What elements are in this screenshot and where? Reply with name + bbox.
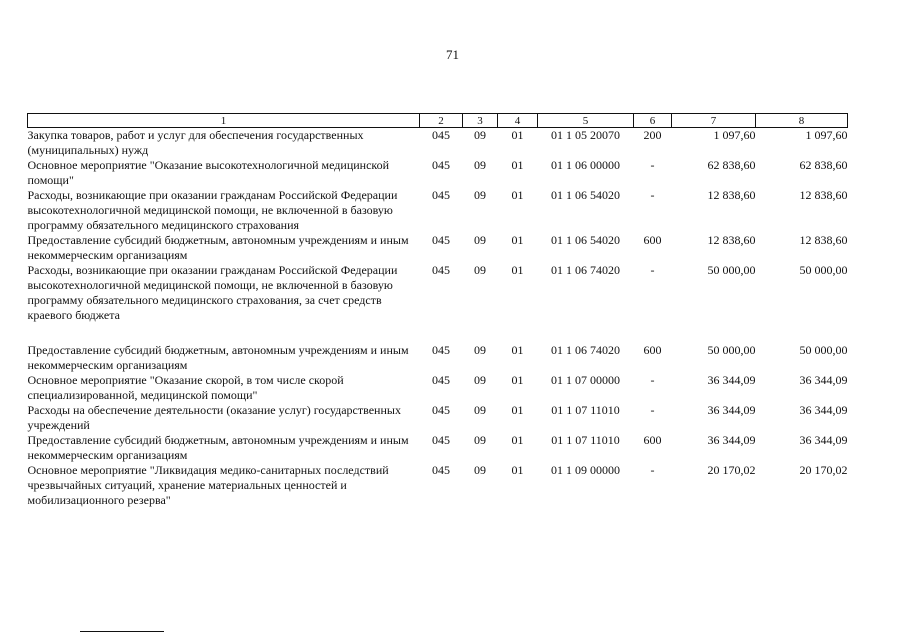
row-col-5: 01 1 07 11010 xyxy=(551,403,620,417)
row-description: Основное мероприятие "Оказание скорой, в том числе скорой специализированной, медицинской помощи" xyxy=(27,373,344,402)
row-col-6: - xyxy=(650,158,655,172)
row-col-8: 50 000,00 xyxy=(799,343,848,357)
row-col-7: 36 344,09 xyxy=(707,403,756,417)
table-row xyxy=(28,263,848,343)
row-col-3: 09 xyxy=(474,188,486,202)
row-description: Предоставление субсидий бюджетным, автономным учреждениям и иным некоммерческим организациям xyxy=(27,233,409,262)
table-row xyxy=(28,463,848,508)
column-header-3: 3 xyxy=(463,114,498,128)
row-col-2: 045 xyxy=(432,263,450,277)
row-col-7: 12 838,60 xyxy=(707,188,756,202)
row-col-3: 09 xyxy=(474,233,486,247)
row-col-6: - xyxy=(650,463,655,477)
row-col-5: 01 1 09 00000 xyxy=(551,463,620,477)
table-row xyxy=(28,343,848,373)
table-row xyxy=(28,433,848,463)
row-col-2: 045 xyxy=(432,373,450,387)
row-col-4: 01 xyxy=(511,343,524,357)
row-col-2: 045 xyxy=(432,233,450,247)
row-col-7: 36 344,09 xyxy=(707,433,756,447)
row-col-6: - xyxy=(650,403,655,417)
row-description: Расходы, возникающие при оказании гражданам Российской Федерации высокотехнологичной медицинской помощи, не включенной в базовую программу обязательного медицинского страхования, за счет средств краевого бюджета xyxy=(27,263,398,322)
row-col-7: 12 838,60 xyxy=(707,233,756,247)
column-header-5: 5 xyxy=(538,114,634,128)
row-col-8: 36 344,09 xyxy=(799,403,848,417)
row-col-5: 01 1 06 74020 xyxy=(551,343,620,357)
row-col-5: 01 1 06 54020 xyxy=(551,233,620,247)
row-col-6: - xyxy=(650,188,655,202)
row-col-6: - xyxy=(650,373,655,387)
row-col-3: 09 xyxy=(474,263,486,277)
row-col-6: 600 xyxy=(643,233,662,247)
row-col-4: 01 xyxy=(511,373,524,387)
row-col-2: 045 xyxy=(432,343,450,357)
row-description: Предоставление субсидий бюджетным, автономным учреждениям и иным некоммерческим организациям xyxy=(27,343,409,372)
table-row xyxy=(28,188,848,233)
row-col-3: 09 xyxy=(474,158,486,172)
row-col-5: 01 1 06 74020 xyxy=(551,263,620,277)
row-col-8: 50 000,00 xyxy=(799,263,848,277)
row-col-2: 045 xyxy=(432,158,450,172)
row-col-4: 01 xyxy=(511,188,524,202)
table-row xyxy=(28,403,848,433)
row-col-5: 01 1 05 20070 xyxy=(551,128,620,142)
row-col-5: 01 1 06 00000 xyxy=(551,158,620,172)
row-col-6: - xyxy=(650,263,655,277)
row-col-2: 045 xyxy=(432,188,450,202)
row-col-8: 36 344,09 xyxy=(799,433,848,447)
row-col-7: 20 170,02 xyxy=(707,463,756,477)
column-header-7: 7 xyxy=(672,114,756,128)
row-col-6: 600 xyxy=(643,433,662,447)
row-col-8: 62 838,60 xyxy=(799,158,848,172)
column-header-1: 1 xyxy=(28,114,420,128)
column-header-2: 2 xyxy=(420,114,463,128)
row-col-4: 01 xyxy=(511,128,524,142)
column-header-4: 4 xyxy=(498,114,538,128)
row-col-5: 01 1 07 00000 xyxy=(551,373,620,387)
row-col-8: 1 097,60 xyxy=(805,128,848,142)
row-col-7: 1 097,60 xyxy=(713,128,756,142)
row-col-3: 09 xyxy=(474,128,486,142)
row-description: Предоставление субсидий бюджетным, автономным учреждениям и иным некоммерческим организациям xyxy=(27,433,409,462)
row-description: Основное мероприятие "Оказание высокотехнологичной медицинской помощи" xyxy=(27,158,390,187)
table-row xyxy=(28,233,848,263)
table-row xyxy=(28,373,848,403)
row-col-3: 09 xyxy=(474,463,486,477)
row-description: Расходы на обеспечение деятельности (оказание услуг) государственных учреждений xyxy=(27,403,401,432)
row-col-4: 01 xyxy=(511,158,524,172)
row-col-2: 045 xyxy=(432,128,450,142)
column-header-8: 8 xyxy=(756,114,848,128)
row-col-4: 01 xyxy=(511,463,524,477)
row-col-3: 09 xyxy=(474,403,486,417)
row-description: Закупка товаров, работ и услуг для обеспечения государственных (муниципальных) нужд xyxy=(27,128,364,157)
row-col-7: 62 838,60 xyxy=(707,158,756,172)
row-description: Расходы, возникающие при оказании гражданам Российской Федерации высокотехнологичной медицинской помощи, не включенной в базовую программу обязательного медицинского страхования xyxy=(27,188,398,232)
row-col-3: 09 xyxy=(474,343,486,357)
row-col-6: 200 xyxy=(643,128,662,142)
row-col-7: 50 000,00 xyxy=(707,263,756,277)
row-col-3: 09 xyxy=(474,433,486,447)
row-col-4: 01 xyxy=(511,233,524,247)
row-col-5: 01 1 07 11010 xyxy=(551,433,620,447)
row-col-6: 600 xyxy=(643,343,662,357)
row-col-2: 045 xyxy=(432,463,450,477)
budget-table xyxy=(27,113,848,508)
table-row xyxy=(28,128,848,159)
row-col-3: 09 xyxy=(474,373,486,387)
row-col-4: 01 xyxy=(511,263,524,277)
row-col-2: 045 xyxy=(432,433,450,447)
header-row xyxy=(28,114,848,128)
row-col-8: 12 838,60 xyxy=(799,233,848,247)
row-col-8: 36 344,09 xyxy=(799,373,848,387)
row-col-8: 20 170,02 xyxy=(799,463,848,477)
table-row xyxy=(28,158,848,188)
row-col-4: 01 xyxy=(511,403,524,417)
column-header-6: 6 xyxy=(634,114,672,128)
page-number: 71 xyxy=(446,47,459,62)
row-col-2: 045 xyxy=(432,403,450,417)
row-col-7: 36 344,09 xyxy=(707,373,756,387)
row-col-8: 12 838,60 xyxy=(799,188,848,202)
row-col-7: 50 000,00 xyxy=(707,343,756,357)
row-col-5: 01 1 06 54020 xyxy=(551,188,620,202)
row-col-4: 01 xyxy=(511,433,524,447)
footnote-rule xyxy=(80,631,164,632)
row-description: Основное мероприятие "Ликвидация медико-санитарных последствий чрезвычайных ситуаций, хранение материальных ценностей и мобилизационного резерва" xyxy=(27,463,389,507)
